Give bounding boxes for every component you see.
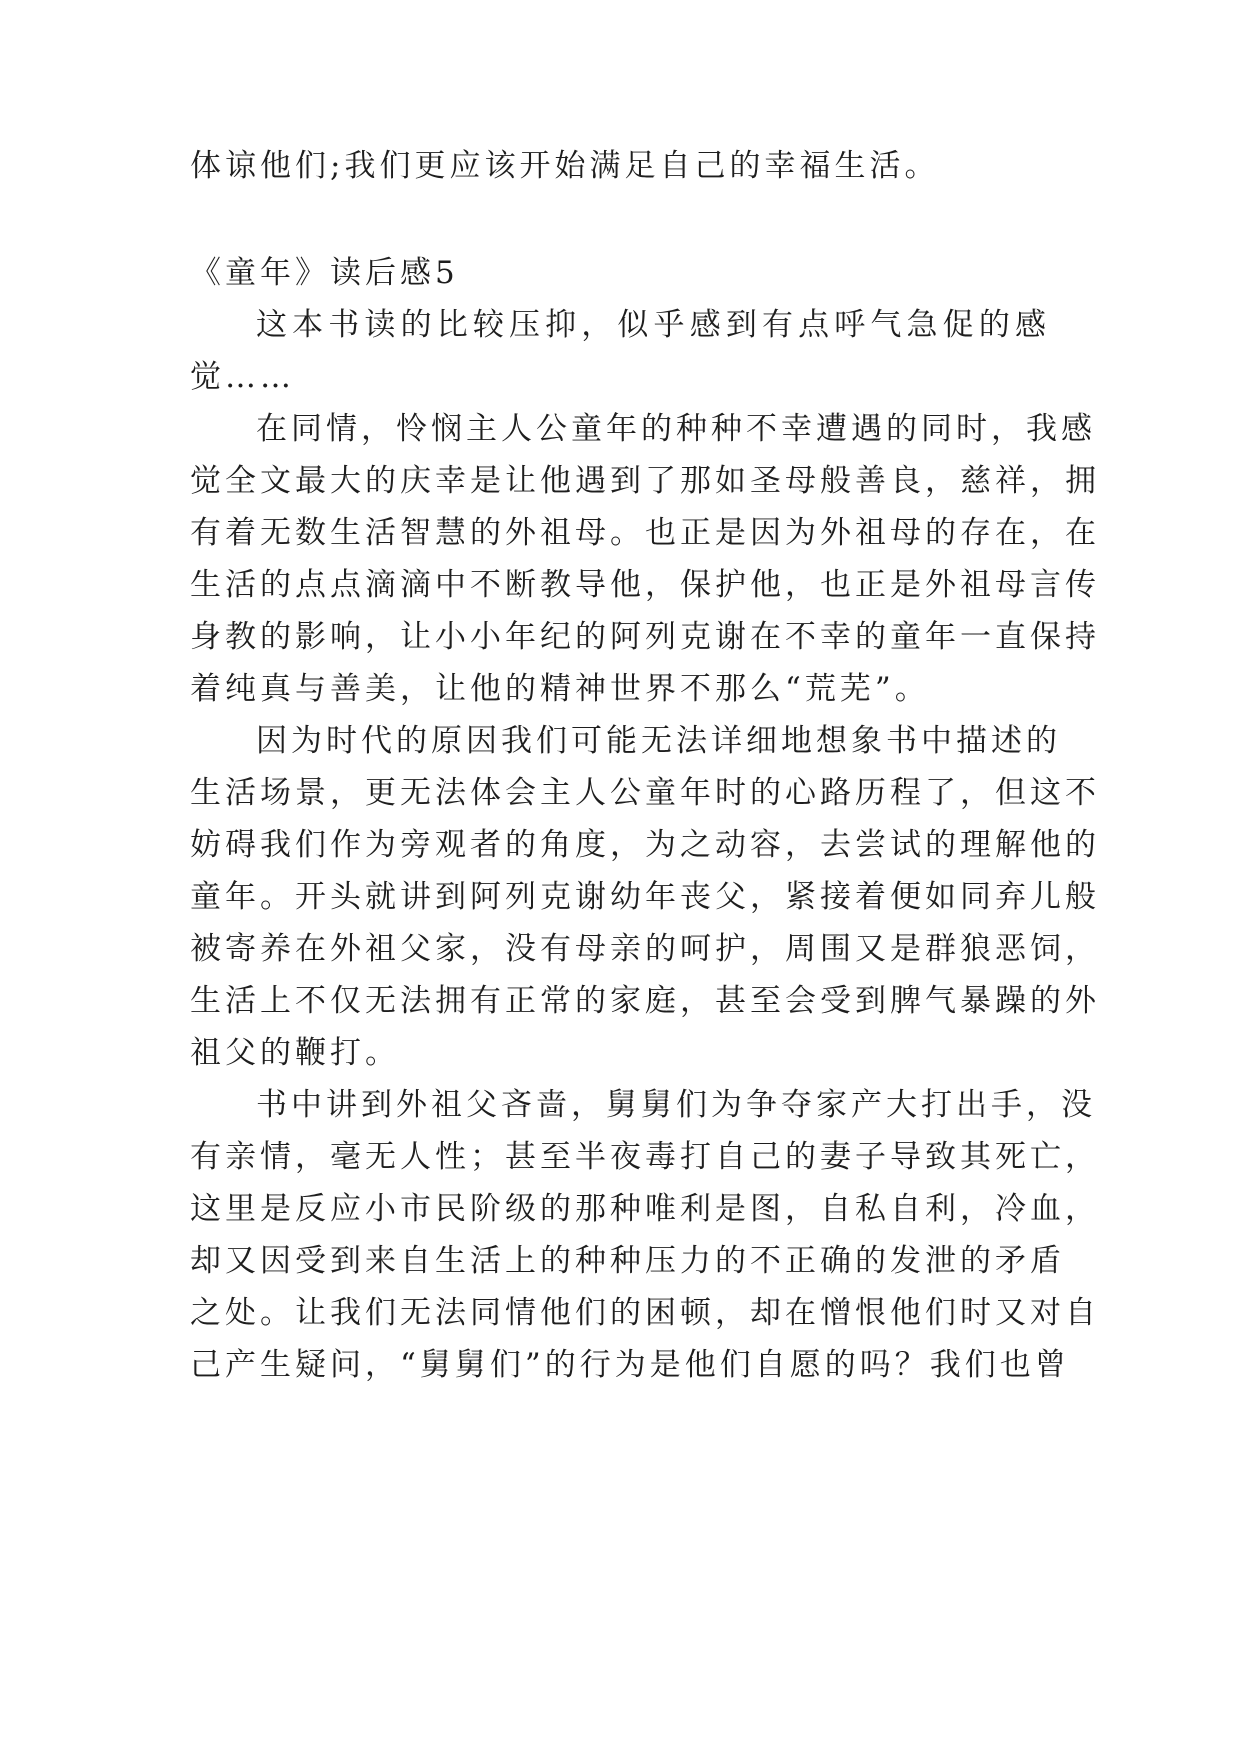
- paragraph-2-line-4: 生 活 的 点 点 滴 滴 中 不 断 教 导 他 ， 保 护 他 ， 也 正 是 外 祖 母 言 传: [190, 567, 1100, 603]
- paragraph-4-line-6: 己 产 生 疑 问 ， “ 舅 舅 们 ” 的 行 为 是 他 们 自 愿 的 吗 ？ 我 们 也 曾: [190, 1347, 1070, 1383]
- paragraph-3-line-4: 童 年 。 开 头 就 讲 到 阿 列 克 谢 幼 年 丧 父 ， 紧 接 着 便 如 同 弃 儿 般: [190, 879, 1100, 915]
- paragraph-4-line-1: 书 中 讲 到 外 祖 父 吝 啬 ， 舅 舅 们 为 争 夺 家 产 大 打 出 手 ， 没: [256, 1087, 1096, 1123]
- paragraph-2-line-1: 在 同 情 ， 怜 悯 主 人 公 童 年 的 种 种 不 幸 遭 遇 的 同 时 ， 我 感: [256, 411, 1096, 447]
- paragraph-4-line-5: 之 处 。 让 我 们 无 法 同 情 他 们 的 困 顿 ， 却 在 憎 恨 他 们 时 又 对 自: [190, 1295, 1100, 1331]
- paragraph-4-line-3: 这 里 是 反 应 小 市 民 阶 级 的 那 种 唯 利 是 图 ， 自 私 自 利 ， 冷 血 ，: [190, 1191, 1100, 1227]
- paragraph-3-line-7: 祖父的鞭打。: [190, 1035, 400, 1071]
- paragraph-2-line-3: 有 着 无 数 生 活 智 慧 的 外 祖 母 。 也 正 是 因 为 外 祖 母 的 存 在 ， 在: [190, 515, 1100, 551]
- paragraph-2-line-6: 着纯真与善美，让他的精神世界不那么“荒芜”。: [190, 671, 930, 707]
- paragraph-3-line-6: 生 活 上 不 仅 无 法 拥 有 正 常 的 家 庭 ， 甚 至 会 受 到 脾 气 暴 躁 的 外: [190, 983, 1100, 1019]
- paragraph-1-line-1: 这 本 书 读 的 比 较 压 抑 ， 似 乎 感 到 有 点 呼 气 急 促 的 感: [256, 307, 1050, 343]
- section-title: 《童年》读后感5: [190, 255, 459, 291]
- paragraph-3-line-2: 生 活 场 景 ， 更 无 法 体 会 主 人 公 童 年 时 的 心 路 历 程 了 ， 但 这 不: [190, 775, 1100, 811]
- paragraph-2-line-5: 身 教 的 影 响 ， 让 小 小 年 纪 的 阿 列 克 谢 在 不 幸 的 童 年 一 直 保 持: [190, 619, 1100, 655]
- paragraph-2-line-2: 觉 全 文 最 大 的 庆 幸 是 让 他 遇 到 了 那 如 圣 母 般 善 良 ， 慈 祥 ， 拥: [190, 463, 1100, 499]
- paragraph-3-line-1: 因 为 时 代 的 原 因 我 们 可 能 无 法 详 细 地 想 象 书 中 描 述 的: [256, 723, 1061, 759]
- paragraph-4-line-4: 却 又 因 受 到 来 自 生 活 上 的 种 种 压 力 的 不 正 确 的 发 泄 的 矛 盾: [190, 1243, 1065, 1279]
- paragraph-1-line-2: 觉……: [190, 359, 295, 395]
- paragraph-3-line-3: 妨 碍 我 们 作 为 旁 观 者 的 角 度 ， 为 之 动 容 ， 去 尝 试 的 理 解 他 的: [190, 827, 1100, 863]
- paragraph-3-line-5: 被 寄 养 在 外 祖 父 家 ， 没 有 母 亲 的 呵 护 ， 周 围 又 是 群 狼 恶 饲 ，: [190, 931, 1100, 967]
- opening-line: 体谅他们;我们更应该开始满足自己的幸福生活。: [190, 148, 940, 184]
- paragraph-4-line-2: 有 亲 情 ， 毫 无 人 性 ； 甚 至 半 夜 毒 打 自 己 的 妻 子 导 致 其 死 亡 ，: [190, 1139, 1100, 1175]
